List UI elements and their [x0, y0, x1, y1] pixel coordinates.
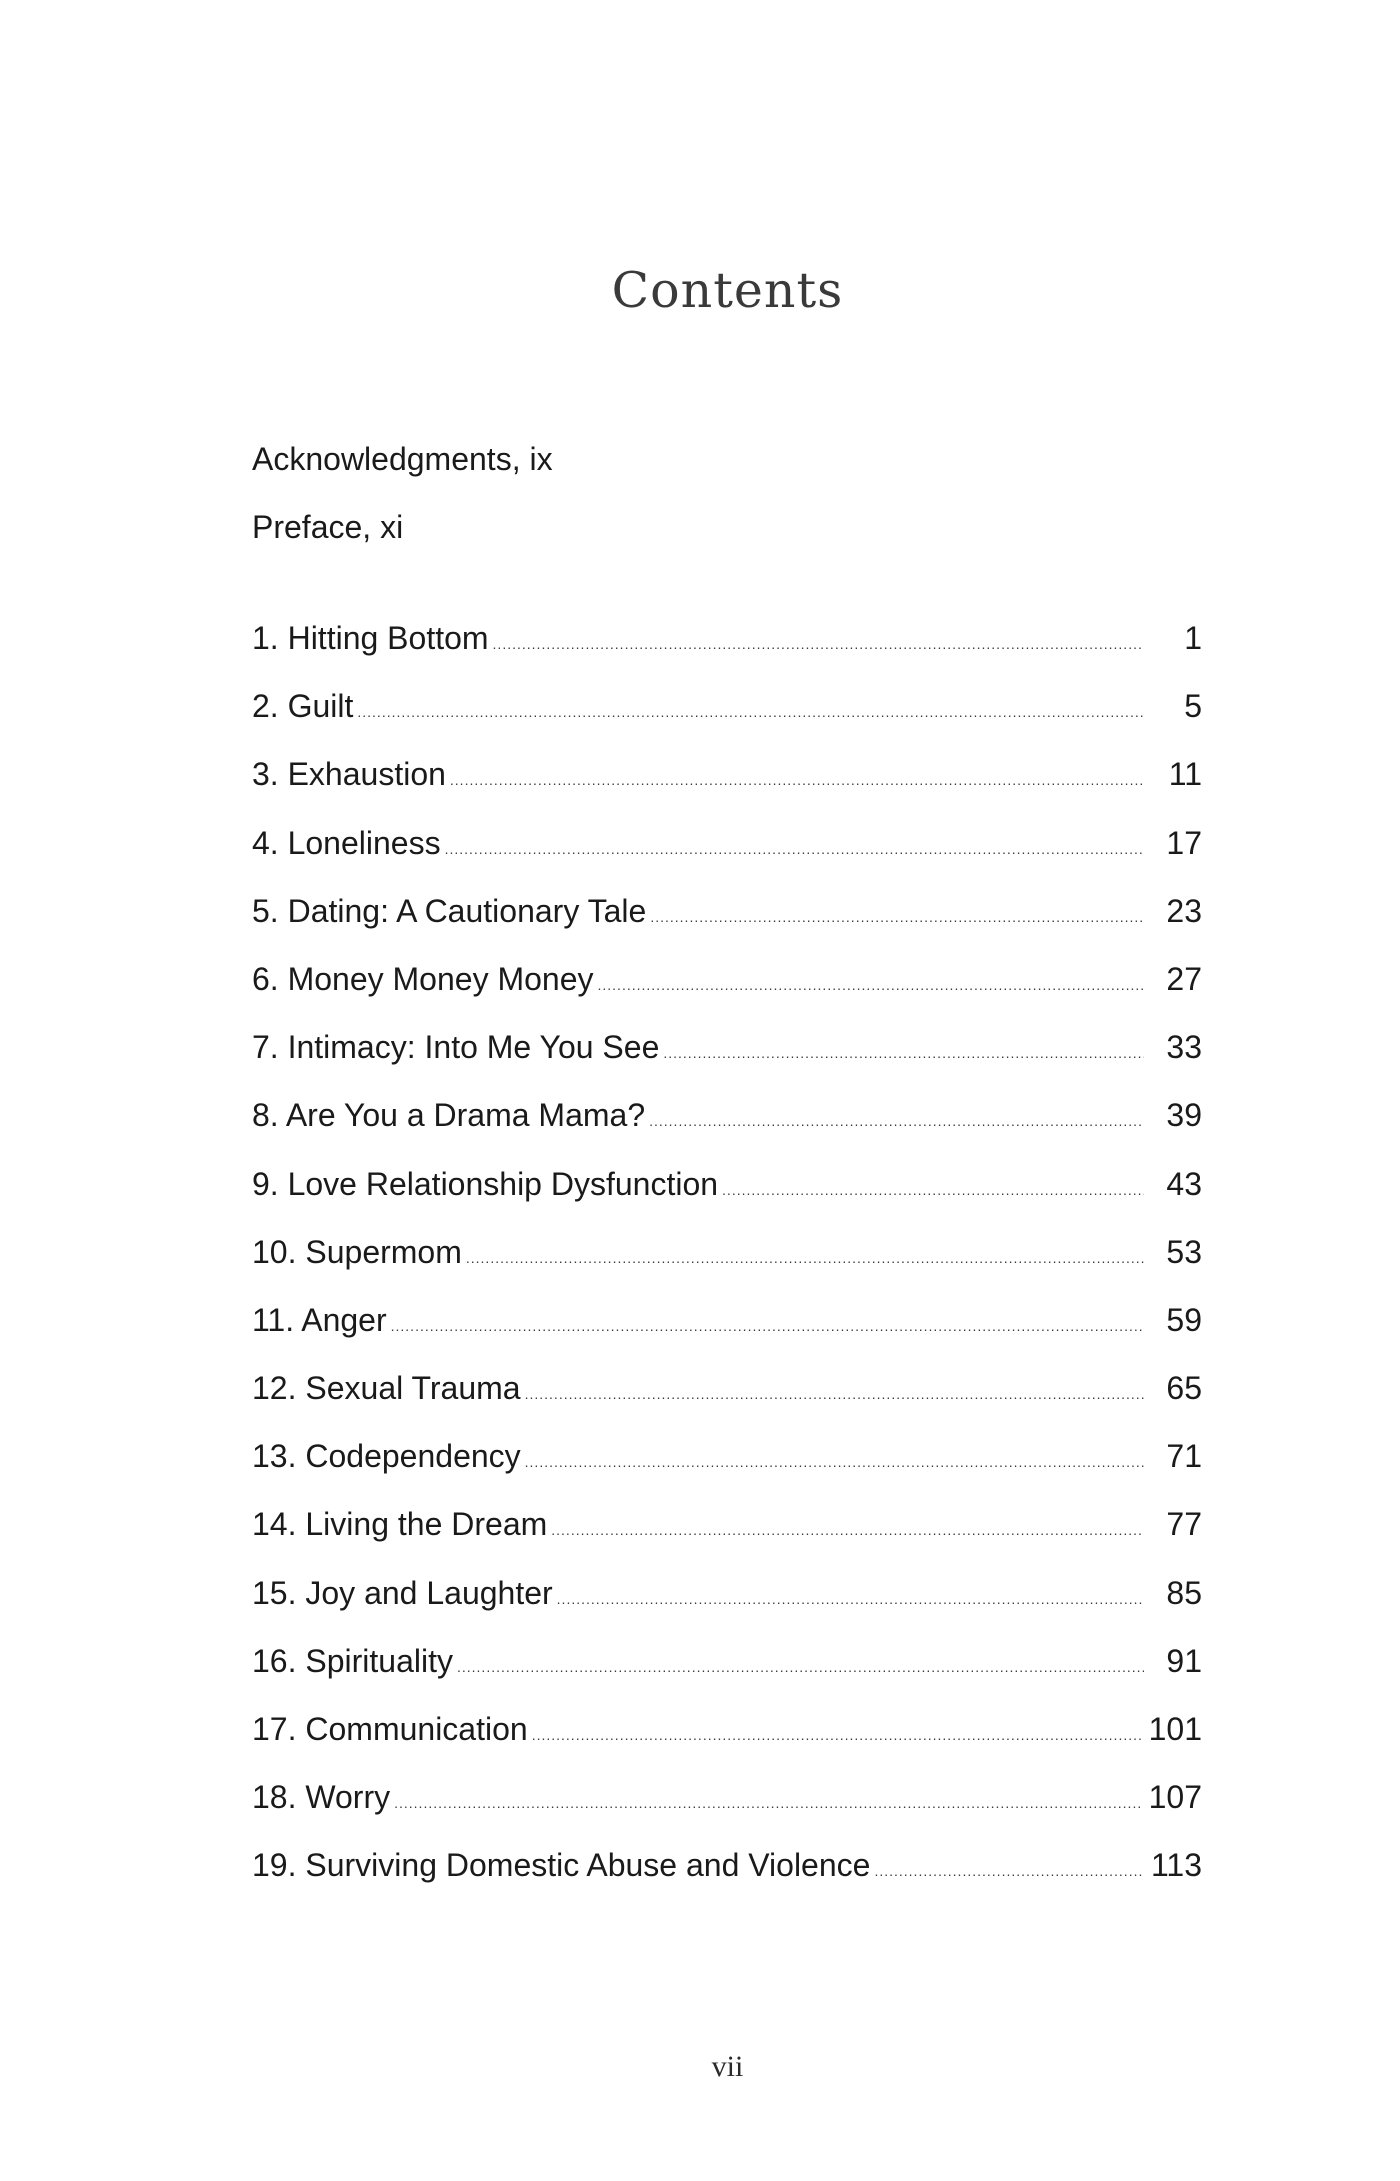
chapter-page-number: 33 — [1166, 1029, 1202, 1066]
chapter-page-number: 39 — [1166, 1097, 1202, 1134]
toc-entry-6 — [252, 956, 1202, 1024]
chapter-page-number: 1 — [1184, 620, 1202, 656]
chapter-page-number: 23 — [1166, 892, 1202, 929]
toc-entry-8 — [252, 1092, 1202, 1160]
dot-leader — [525, 1455, 1144, 1469]
toc-entry-16 — [252, 1638, 1202, 1706]
chapter-title: 2. Guilt — [252, 688, 354, 725]
toc-entry-5 — [252, 888, 1202, 956]
table-of-contents — [252, 615, 1202, 1911]
dot-leader — [650, 910, 1144, 924]
toc-entry-9 — [252, 1161, 1202, 1229]
dot-leader — [663, 1046, 1144, 1060]
dot-leader — [649, 1114, 1144, 1128]
toc-entry-7 — [252, 1024, 1202, 1092]
chapter-title: 17. Communication — [252, 1711, 528, 1747]
chapter-title: 18. Worry — [252, 1779, 391, 1816]
dot-leader — [525, 1387, 1144, 1401]
dot-leader — [457, 1660, 1144, 1674]
chapter-title: 16. Spirituality — [252, 1642, 453, 1679]
chapter-title: 10. Supermom — [252, 1233, 462, 1270]
chapter-title: 14. Living the Dream — [252, 1506, 548, 1543]
toc-entry-13 — [252, 1433, 1202, 1501]
dot-leader — [391, 1319, 1144, 1333]
chapter-title: 19. Surviving Domestic Abuse and Violence — [252, 1847, 871, 1884]
chapter-page-number: 43 — [1166, 1165, 1202, 1202]
chapter-title: 5. Dating: A Cautionary Tale — [252, 892, 647, 929]
toc-entry-10 — [252, 1229, 1202, 1297]
chapter-title: 15. Joy and Laughter — [252, 1574, 553, 1611]
toc-entry-3 — [252, 751, 1202, 819]
dot-leader — [598, 978, 1145, 992]
chapter-page-number: 65 — [1166, 1370, 1202, 1407]
chapter-title: 3. Exhaustion — [252, 756, 446, 793]
chapter-page-number: 107 — [1148, 1779, 1202, 1816]
page-number: vii — [711, 2050, 744, 2083]
dot-leader — [466, 1251, 1144, 1265]
chapter-title: 1. Hitting Bottom — [252, 620, 489, 656]
front-matter — [252, 436, 1202, 572]
front-matter-acknowledgments: Acknowledgments, ix — [252, 441, 553, 477]
chapter-page-number: 53 — [1166, 1233, 1202, 1270]
chapter-title: 11. Anger — [252, 1301, 387, 1338]
chapter-page-number: 17 — [1166, 824, 1202, 861]
toc-entry-12 — [252, 1365, 1202, 1433]
chapter-page-number: 71 — [1166, 1438, 1202, 1475]
chapter-page-number: 11 — [1168, 756, 1202, 793]
chapter-page-number: 113 — [1150, 1847, 1202, 1884]
dot-leader — [874, 1864, 1144, 1878]
dot-leader — [532, 1728, 1143, 1742]
page-title: Contents — [611, 262, 844, 319]
dot-leader — [722, 1183, 1144, 1197]
chapter-page-number: 27 — [1166, 960, 1202, 997]
toc-entry-1 — [252, 615, 1202, 683]
front-matter-preface: Preface, xi — [252, 509, 404, 545]
dot-leader — [557, 1592, 1144, 1606]
chapter-title: 8. Are You a Drama Mama? — [252, 1097, 646, 1134]
dot-leader — [450, 773, 1144, 787]
dot-leader — [394, 1796, 1143, 1810]
chapter-page-number: 5 — [1184, 688, 1202, 725]
chapter-page-number: 101 — [1148, 1711, 1202, 1747]
chapter-title: 6. Money Money Money — [252, 960, 594, 997]
chapter-page-number: 85 — [1166, 1574, 1202, 1611]
toc-entry-17 — [252, 1706, 1202, 1774]
toc-entry-18 — [252, 1774, 1202, 1842]
dot-leader — [445, 842, 1144, 856]
toc-entry-14 — [252, 1501, 1202, 1569]
dot-leader — [551, 1523, 1144, 1537]
chapter-title: 9. Love Relationship Dysfunction — [252, 1165, 719, 1202]
chapter-page-number: 59 — [1166, 1301, 1202, 1338]
chapter-title: 12. Sexual Trauma — [252, 1370, 521, 1407]
toc-entry-2 — [252, 683, 1202, 751]
chapter-title: 13. Codependency — [252, 1438, 521, 1475]
toc-entry-19 — [252, 1842, 1202, 1910]
dot-leader — [493, 637, 1144, 651]
chapter-page-number: 91 — [1166, 1642, 1202, 1679]
chapter-title: 4. Loneliness — [252, 824, 441, 861]
chapter-page-number: 77 — [1166, 1506, 1202, 1543]
toc-entry-11 — [252, 1297, 1202, 1365]
toc-entry-4 — [252, 820, 1202, 888]
chapter-title: 7. Intimacy: Into Me You See — [252, 1029, 660, 1066]
toc-entry-15 — [252, 1570, 1202, 1638]
dot-leader — [357, 705, 1144, 719]
